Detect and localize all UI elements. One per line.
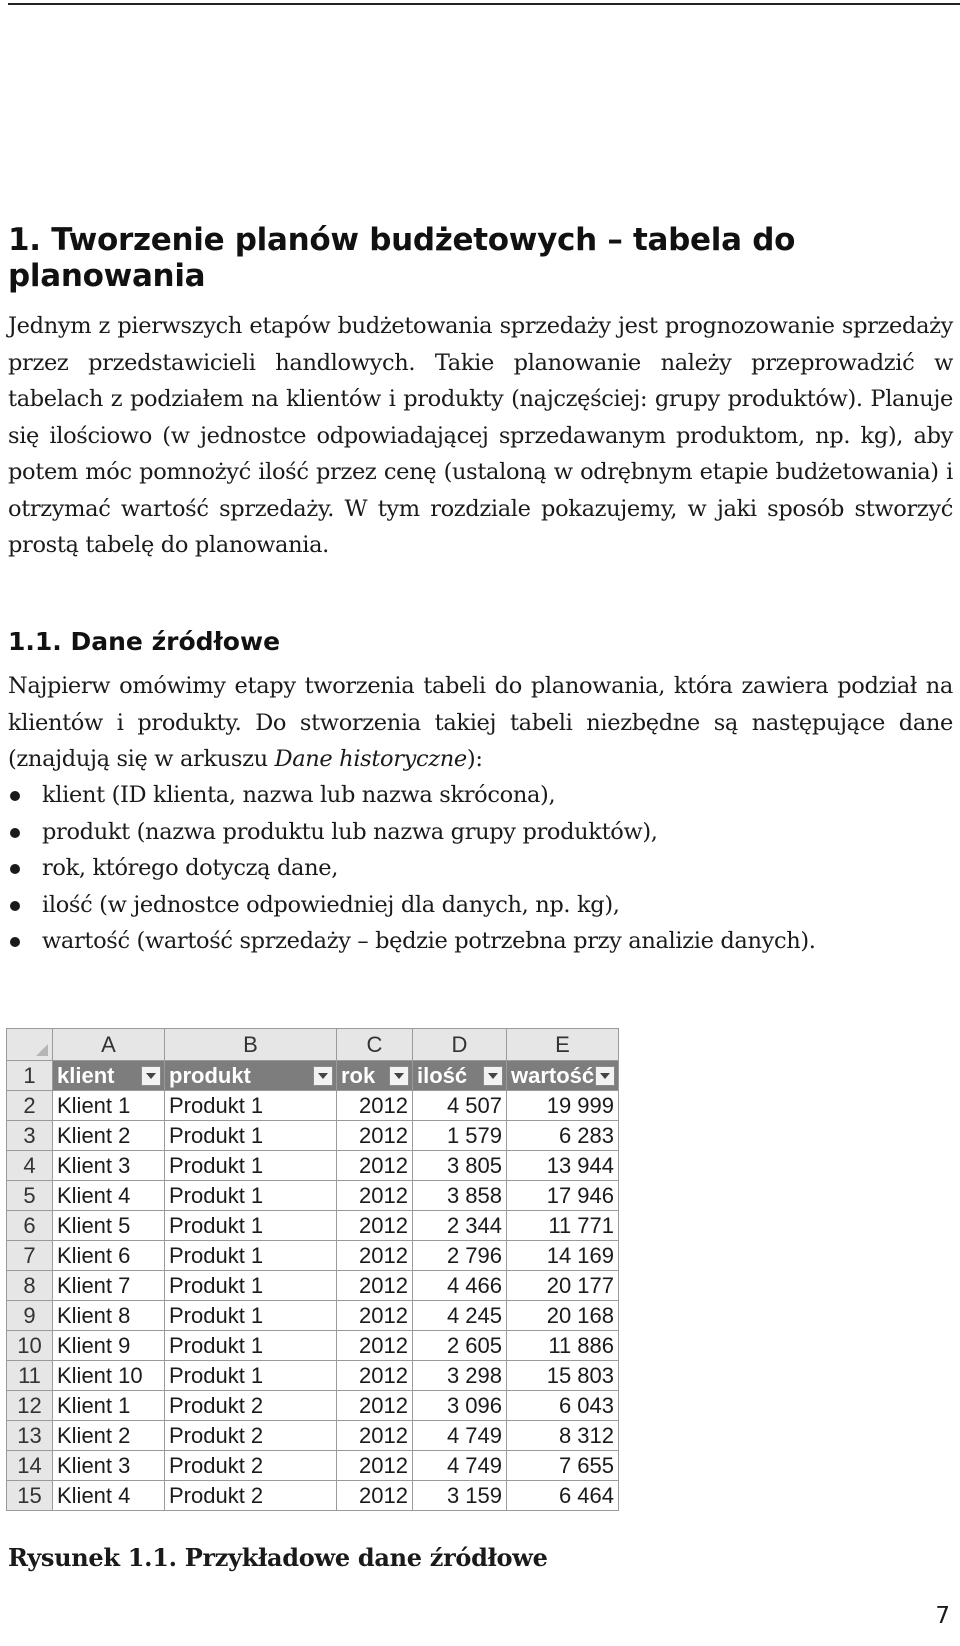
row-number[interactable]: 13 <box>7 1421 53 1451</box>
cell-klient[interactable]: Klient 9 <box>53 1331 165 1361</box>
cell-wartosc[interactable]: 20 168 <box>507 1301 619 1331</box>
page-number: 7 <box>935 1603 950 1629</box>
cell-klient[interactable]: Klient 4 <box>53 1181 165 1211</box>
cell-rok[interactable]: 2012 <box>337 1331 413 1361</box>
bullet-icon <box>10 864 20 874</box>
cell-rok[interactable]: 2012 <box>337 1241 413 1271</box>
row-number[interactable]: 15 <box>7 1481 53 1511</box>
column-letter[interactable]: B <box>165 1029 337 1061</box>
cell-klient[interactable]: Klient 5 <box>53 1211 165 1241</box>
list-item <box>8 814 953 851</box>
header-cell-produkt[interactable] <box>165 1061 337 1091</box>
cell-wartosc[interactable]: 19 999 <box>507 1091 619 1121</box>
cell-rok[interactable]: 2012 <box>337 1151 413 1181</box>
bullet-icon <box>10 901 20 911</box>
row-number[interactable]: 3 <box>7 1121 53 1151</box>
required-data-list <box>8 777 953 960</box>
intro-paragraph: Jednym z pierwszych etapów budżetowania sprzedaży jest prognozowanie sprzedaży przez przedstawicieli handlowych. Takie planowanie należy przeprowadzić w tabelach z podziałem na klientów i produkty (najczęściej: grupy produktów). Planuje się ilościowo (w jednostce odpowiadającej sprzedawanym produktom, np. kg), aby potem móc pomnożyć ilość przez cenę (ustaloną w odrębnym etapie budżetowania) i otrzymać wartość sprzedaży. W tym rozdziale pokazujemy, w jaki sposób stworzyć prostą tabelę do planowania. <box>8 313 953 558</box>
cell-ilosc[interactable]: 4 245 <box>413 1301 507 1331</box>
cell-produkt[interactable]: Produkt 1 <box>165 1301 337 1331</box>
cell-ilosc[interactable]: 4 466 <box>413 1271 507 1301</box>
row-number[interactable]: 14 <box>7 1451 53 1481</box>
cell-ilosc[interactable]: 4 749 <box>413 1421 507 1451</box>
header-cell-klient[interactable] <box>53 1061 165 1091</box>
spreadsheet-figure <box>6 1028 618 1531</box>
bullet-icon <box>10 937 20 947</box>
cell-klient[interactable]: Klient 2 <box>53 1421 165 1451</box>
list-item-text: klient (ID klienta, nazwa lub nazwa skrócona), <box>42 782 556 808</box>
cell-wartosc[interactable]: 15 803 <box>507 1361 619 1391</box>
list-item-text: wartość (wartość sprzedaży – będzie potrzebna przy analizie danych). <box>42 928 816 954</box>
header-cell-wartosc[interactable] <box>507 1061 619 1091</box>
cell-ilosc[interactable]: 2 796 <box>413 1241 507 1271</box>
list-item <box>8 923 953 960</box>
cell-klient[interactable]: Klient 2 <box>53 1121 165 1151</box>
column-letter[interactable]: C <box>337 1029 413 1061</box>
table-row <box>7 1091 619 1121</box>
row-number[interactable]: 6 <box>7 1211 53 1241</box>
header-label: wartość <box>511 1062 595 1088</box>
cell-rok[interactable]: 2012 <box>337 1181 413 1211</box>
cell-wartosc[interactable]: 11 771 <box>507 1211 619 1241</box>
filter-dropdown-icon[interactable] <box>483 1066 503 1086</box>
cell-produkt[interactable]: Produkt 2 <box>165 1481 337 1511</box>
list-item-text: produkt (nazwa produktu lub nazwa grupy produktów), <box>42 818 658 845</box>
list-item-text: ilość (w jednostce odpowiedniej dla danych, np. kg), <box>42 891 620 918</box>
table-row <box>7 1361 619 1391</box>
row-number[interactable]: 2 <box>7 1091 53 1121</box>
cell-produkt[interactable]: Produkt 2 <box>165 1391 337 1421</box>
header-label: klient <box>57 1062 115 1088</box>
row-number[interactable]: 5 <box>7 1181 53 1211</box>
cell-rok[interactable]: 2012 <box>337 1361 413 1391</box>
cell-wartosc[interactable]: 7 655 <box>507 1451 619 1481</box>
row-number[interactable]: 11 <box>7 1361 53 1391</box>
cell-rok[interactable]: 2012 <box>337 1091 413 1121</box>
cell-produkt[interactable]: Produkt 1 <box>165 1211 337 1241</box>
table-row <box>7 1151 619 1181</box>
cell-ilosc[interactable]: 4 507 <box>413 1091 507 1121</box>
list-item <box>8 850 953 887</box>
cell-wartosc[interactable]: 17 946 <box>507 1181 619 1211</box>
column-letter[interactable]: E <box>507 1029 619 1061</box>
cell-rok[interactable]: 2012 <box>337 1421 413 1451</box>
cell-wartosc[interactable]: 6 464 <box>507 1481 619 1511</box>
cell-ilosc[interactable]: 3 298 <box>413 1361 507 1391</box>
cell-produkt[interactable]: Produkt 1 <box>165 1151 337 1181</box>
row-number[interactable]: 9 <box>7 1301 53 1331</box>
column-letter[interactable]: A <box>53 1029 165 1061</box>
cell-ilosc[interactable]: 3 159 <box>413 1481 507 1511</box>
cell-ilosc[interactable]: 3 805 <box>413 1151 507 1181</box>
bullet-icon <box>10 828 20 838</box>
cell-klient[interactable]: Klient 3 <box>53 1451 165 1481</box>
row-number[interactable]: 8 <box>7 1271 53 1301</box>
cell-rok[interactable]: 2012 <box>337 1481 413 1511</box>
header-label: produkt <box>169 1062 251 1088</box>
cell-wartosc[interactable]: 14 169 <box>507 1241 619 1271</box>
bullet-icon <box>10 791 20 801</box>
cell-wartosc[interactable]: 6 283 <box>507 1121 619 1151</box>
cell-produkt[interactable]: Produkt 1 <box>165 1181 337 1211</box>
top-rule <box>8 3 960 5</box>
filter-dropdown-icon[interactable] <box>389 1066 409 1086</box>
row-number[interactable]: 4 <box>7 1151 53 1181</box>
cell-produkt[interactable]: Produkt 1 <box>165 1121 337 1151</box>
select-all-corner[interactable] <box>7 1029 53 1061</box>
cell-produkt[interactable]: Produkt 2 <box>165 1451 337 1481</box>
cell-klient[interactable]: Klient 8 <box>53 1301 165 1331</box>
cell-rok[interactable]: 2012 <box>337 1211 413 1241</box>
cell-wartosc[interactable]: 8 312 <box>507 1421 619 1451</box>
cell-ilosc[interactable]: 4 749 <box>413 1451 507 1481</box>
cell-klient[interactable]: Klient 1 <box>53 1091 165 1121</box>
column-letter[interactable]: D <box>413 1029 507 1061</box>
cell-klient[interactable]: Klient 4 <box>53 1481 165 1511</box>
table-row <box>7 1271 619 1301</box>
chapter-heading: 1. Tworzenie planów budżetowych – tabela do planowania <box>8 222 796 294</box>
cell-rok[interactable]: 2012 <box>337 1301 413 1331</box>
filter-dropdown-icon[interactable] <box>595 1066 615 1086</box>
cell-ilosc[interactable]: 1 579 <box>413 1121 507 1151</box>
row-number[interactable]: 10 <box>7 1331 53 1361</box>
figure-caption: Rysunek 1.1. Przykładowe dane źródłowe <box>8 1543 548 1572</box>
cell-ilosc[interactable]: 2 344 <box>413 1211 507 1241</box>
cell-produkt[interactable]: Produkt 2 <box>165 1421 337 1451</box>
table-row <box>7 1391 619 1421</box>
cell-produkt[interactable]: Produkt 1 <box>165 1241 337 1271</box>
cell-klient[interactable]: Klient 6 <box>53 1241 165 1271</box>
section-heading: 1.1. Dane źródłowe <box>8 627 281 656</box>
table-row <box>7 1121 619 1151</box>
paragraph-text-start: Najpierw omówimy etapy tworzenia tabeli do planowania, która zawiera podział na klientów i produkty. Do stworzenia takiej tabeli niezbędne są następujące dane (znajdują się w arkuszu <box>8 673 953 772</box>
list-item <box>8 887 953 924</box>
cell-rok[interactable]: 2012 <box>337 1391 413 1421</box>
header-label: ilość <box>417 1062 468 1088</box>
sheet-name-reference: Dane historyczne <box>274 746 467 772</box>
cell-rok[interactable]: 2012 <box>337 1451 413 1481</box>
row-number[interactable]: 12 <box>7 1391 53 1421</box>
column-header-row <box>7 1029 619 1061</box>
table-row <box>7 1241 619 1271</box>
cell-ilosc[interactable]: 2 605 <box>413 1331 507 1361</box>
cell-klient[interactable]: Klient 3 <box>53 1151 165 1181</box>
table-row <box>7 1301 619 1331</box>
cell-produkt[interactable]: Produkt 1 <box>165 1361 337 1391</box>
table-row <box>7 1211 619 1241</box>
table-row <box>7 1421 619 1451</box>
paragraph-text-end: ): <box>466 746 483 772</box>
header-label: rok <box>341 1062 376 1088</box>
cell-rok[interactable]: 2012 <box>337 1271 413 1301</box>
cell-produkt[interactable]: Produkt 1 <box>165 1331 337 1361</box>
list-item-text: rok, którego dotyczą dane, <box>42 855 339 881</box>
row-number[interactable]: 7 <box>7 1241 53 1271</box>
table-row <box>7 1451 619 1481</box>
cell-ilosc[interactable]: 3 096 <box>413 1391 507 1421</box>
table-row <box>7 1181 619 1211</box>
header-cell-ilosc[interactable] <box>413 1061 507 1091</box>
header-cell-rok[interactable] <box>337 1061 413 1091</box>
section-paragraph <box>8 668 953 778</box>
cell-wartosc[interactable]: 6 043 <box>507 1391 619 1421</box>
filter-dropdown-icon[interactable] <box>313 1066 333 1086</box>
cell-produkt[interactable]: Produkt 1 <box>165 1091 337 1121</box>
select-all-icon <box>36 1044 48 1056</box>
cell-wartosc[interactable]: 20 177 <box>507 1271 619 1301</box>
cell-klient[interactable]: Klient 7 <box>53 1271 165 1301</box>
cell-rok[interactable]: 2012 <box>337 1121 413 1151</box>
cell-klient[interactable]: Klient 1 <box>53 1391 165 1421</box>
table-header-row <box>7 1061 619 1091</box>
table-row <box>7 1481 619 1511</box>
row-number[interactable]: 1 <box>7 1061 53 1091</box>
table-row <box>7 1331 619 1361</box>
cell-produkt[interactable]: Produkt 1 <box>165 1271 337 1301</box>
cell-wartosc[interactable]: 11 886 <box>507 1331 619 1361</box>
cell-ilosc[interactable]: 3 858 <box>413 1181 507 1211</box>
spreadsheet-grid <box>6 1028 619 1511</box>
filter-dropdown-icon[interactable] <box>141 1066 161 1086</box>
list-item <box>8 777 953 814</box>
cell-wartosc[interactable]: 13 944 <box>507 1151 619 1181</box>
cell-klient[interactable]: Klient 10 <box>53 1361 165 1391</box>
